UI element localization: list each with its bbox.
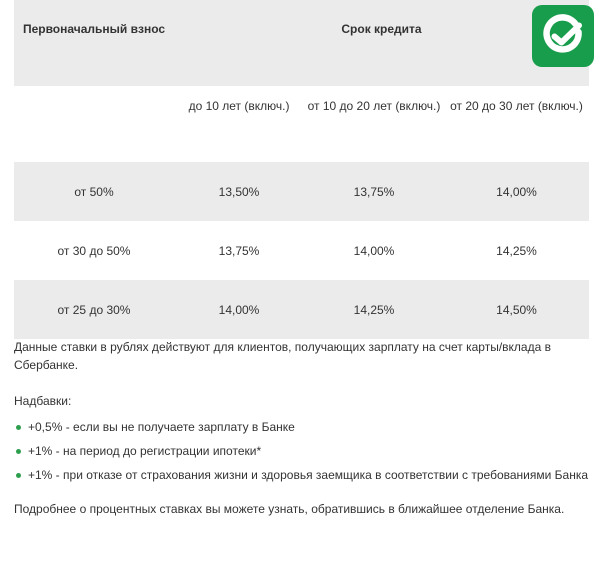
term-column-10-to-20: от 10 до 20 лет (включ.) (307, 99, 441, 113)
bullet-icon (16, 449, 21, 454)
rate-cell: 14,00% (353, 243, 395, 258)
rate-cell: 14,00% (496, 184, 537, 199)
list-item (14, 466, 589, 484)
term-column-up-to-10: до 10 лет (включ.) (188, 99, 290, 113)
rates-note: Данные ставки в рублях действуют для клиентов, получающих зарплату на счет карты/вклада в Сбербанке. (14, 340, 551, 372)
list-item (14, 418, 589, 436)
surcharge-text: +0,5% - если вы не получаете зарплату в Банке (28, 420, 295, 434)
mortgage-rate-table (14, 0, 589, 339)
table-header-row (14, 0, 589, 86)
rate-cell: 13,50% (218, 184, 260, 199)
header-loan-term: Срок кредита (341, 22, 422, 36)
bullet-icon (16, 425, 21, 430)
footer-note: Подробнее о процентных ставках вы можете узнать, обратившись в ближайшее отделение Банка. (14, 502, 565, 516)
rate-notes (14, 338, 589, 518)
payment-cell: от 30 до 50% (57, 243, 131, 258)
table-row (14, 280, 589, 339)
bullet-icon (16, 473, 21, 478)
rate-cell: 14,25% (353, 302, 395, 317)
rate-cell: 13,75% (353, 184, 395, 199)
header-initial-payment: Первоначальный взнос (22, 22, 166, 36)
term-column-empty (14, 86, 174, 98)
term-columns-row (14, 86, 589, 162)
payment-cell: от 25 до 30% (57, 302, 131, 317)
table-row (14, 162, 589, 221)
list-item (14, 442, 589, 460)
surcharges-title: Надбавки: (14, 394, 72, 408)
sberbank-logo-icon (532, 5, 594, 67)
table-row (14, 221, 589, 280)
rate-cell: 14,25% (496, 243, 537, 258)
rate-cell: 13,75% (218, 243, 260, 258)
logo-mark (532, 5, 594, 67)
surcharge-text: +1% - при отказе от страхования жизни и здоровья заемщика в соответствии с требованиями Банка (28, 468, 589, 482)
surcharges-list (14, 418, 589, 484)
payment-cell: от 50% (74, 184, 114, 199)
rate-cell: 14,00% (218, 302, 260, 317)
surcharge-text: +1% - на период до регистрации ипотеки* (28, 444, 262, 458)
term-column-20-to-30: от 20 до 30 лет (включ.) (450, 99, 583, 113)
rate-cell: 14,50% (496, 302, 537, 317)
